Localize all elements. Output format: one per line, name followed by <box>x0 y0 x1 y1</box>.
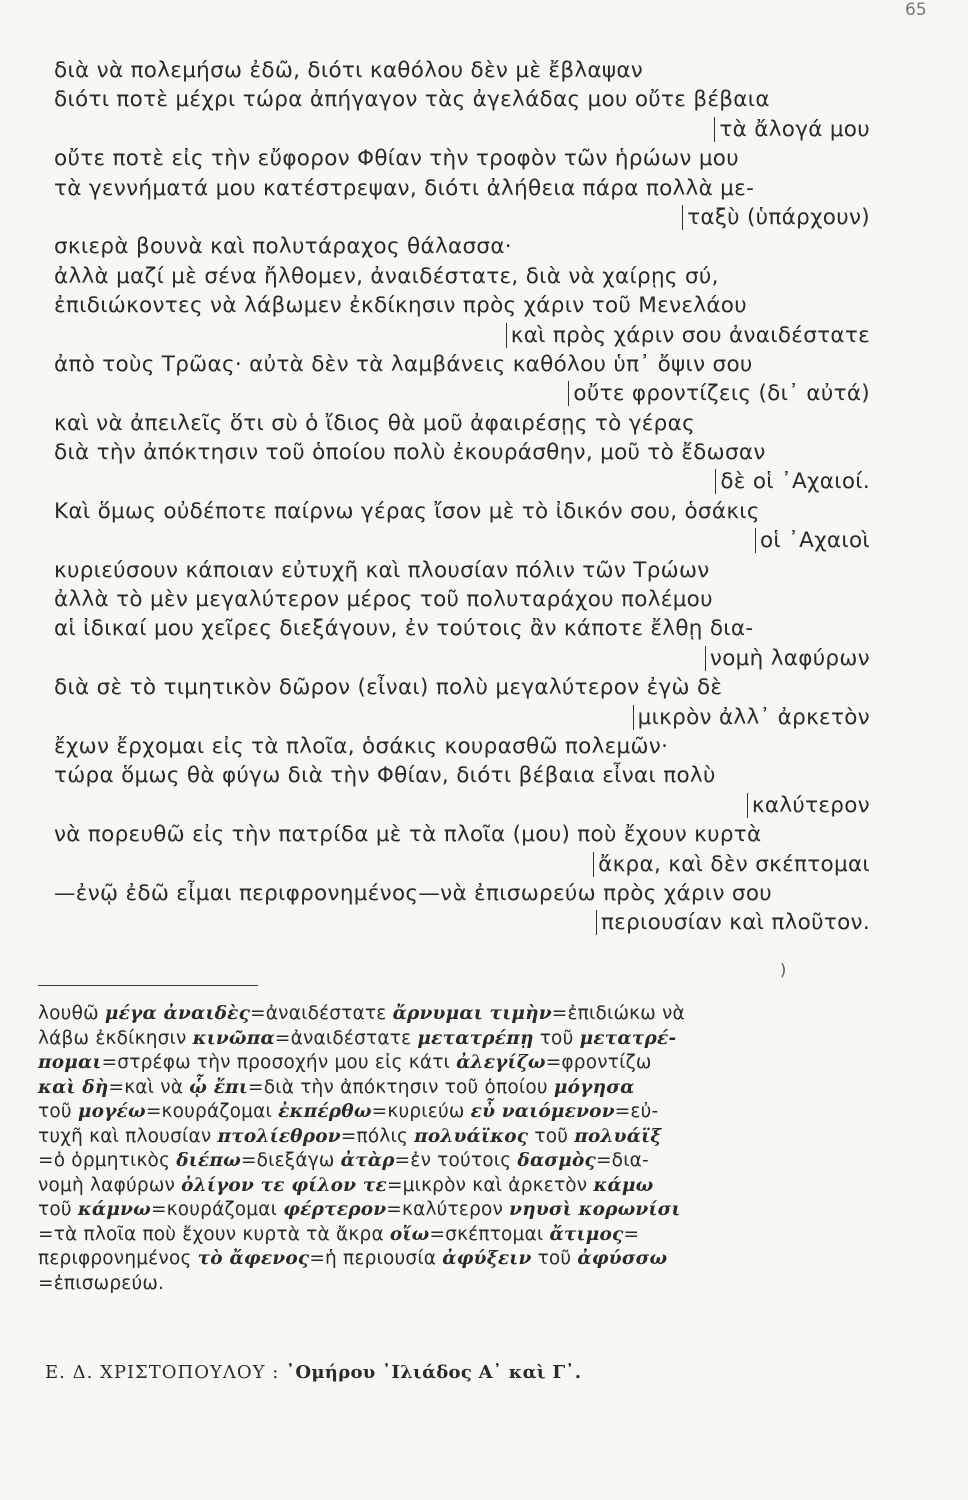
homeric-term: μετατρέ- <box>579 1027 677 1049</box>
verse-text: οὔτε φροντίζεις (δι᾽ αὐτά) <box>568 381 870 406</box>
homeric-term: μογέω <box>77 1101 146 1122</box>
homeric-term: εὖ ναιόμενον <box>470 1101 615 1122</box>
note-gloss: =φροντίζω <box>545 1052 652 1073</box>
note-gloss: τοῦ <box>528 1125 575 1147</box>
note-line <box>38 1125 886 1150</box>
verse-continuation <box>54 791 884 820</box>
homeric-term: διέπω <box>176 1150 241 1171</box>
verse-text: μικρὸν ἀλλ᾽ ἀρκετὸν <box>633 705 870 730</box>
verse-line <box>54 262 884 291</box>
note-gloss: =ἀναιδέστατε <box>274 1027 418 1049</box>
verse-line <box>54 732 884 761</box>
note-line <box>38 1174 886 1199</box>
note-gloss: λουθῶ <box>38 1003 105 1024</box>
note-gloss: =δια- <box>595 1150 649 1171</box>
note-gloss: λάβω ἐκδίκησιν <box>38 1027 193 1049</box>
verse-line <box>54 820 884 849</box>
verse-text: διότι ποτὲ μέχρι τώρα ἀπήγαγον τὰς ἀγελάδας μου οὔτε βέβαια <box>54 87 770 113</box>
note-line <box>38 1272 886 1297</box>
verse-line <box>54 56 884 85</box>
homeric-term: καὶ δὴ <box>38 1076 109 1098</box>
note-line <box>38 1051 886 1076</box>
verse-line <box>54 673 884 702</box>
homeric-term: ἐκπέρθω <box>278 1101 372 1122</box>
verse-text: ἀλλὰ τὸ μὲν μεγαλύτερον μέρος τοῦ πολυταράχου πολέμου <box>54 587 713 613</box>
verse-line <box>54 761 884 790</box>
homeric-term: πολυάϊκος <box>414 1125 529 1147</box>
verse-continuation <box>54 703 884 732</box>
page-number: 65 <box>905 0 927 20</box>
verse-text: ἀπὸ τοὺς Τρῶας· αὐτὰ δὲν τὰ λαμβάνεις καθόλου ὑπ᾽ ὄψιν σου <box>54 351 753 377</box>
note-gloss: τοῦ <box>38 1199 78 1220</box>
verse-line <box>54 291 884 320</box>
homeric-term: μόγησα <box>553 1076 635 1098</box>
translation-text <box>54 56 884 938</box>
homeric-term: μετατρέπῃ <box>417 1027 534 1049</box>
verse-text: νὰ πορευθῶ εἰς τὴν πατρίδα μὲ τὰ πλοῖα (μου) ποὺ ἔχουν κυρτὰ <box>54 822 762 848</box>
verse-continuation <box>54 379 884 408</box>
note-gloss: τοῦ <box>38 1101 78 1122</box>
verse-text: ἄκρα, καὶ δὲν σκέπτομαι <box>593 852 870 877</box>
verse-continuation <box>54 467 884 496</box>
verse-text: σκιερὰ βουνὰ καὶ πολυτάραχος θάλασσα· <box>54 234 512 260</box>
verse-line <box>54 614 884 643</box>
note-gloss: =τὰ πλοῖα ποὺ ἔχουν κυρτὰ τὰ ἄκρα <box>38 1223 390 1245</box>
note-line <box>38 1027 886 1052</box>
verse-line <box>54 232 884 261</box>
homeric-term: ἀλεγίζω <box>456 1052 546 1073</box>
verse-text: οἱ ᾽Αχαιοὶ <box>755 528 870 553</box>
verse-continuation <box>54 203 884 232</box>
verse-text: τώρα ὅμως θὰ φύγω διὰ τὴν Φθίαν, διότι βέβαια εἶναι πολὺ <box>54 763 716 789</box>
note-gloss: =ὁ ὁρμητικὸς <box>38 1150 177 1171</box>
homeric-term: κινῶπα <box>192 1027 275 1049</box>
note-gloss: =καλύτερον <box>386 1199 510 1220</box>
note-gloss: = <box>623 1223 640 1245</box>
homeric-term: ἀτὰρ <box>340 1150 395 1171</box>
note-gloss: νομὴ λαφύρων <box>38 1174 182 1196</box>
note-gloss: =ἐν τούτοις <box>394 1150 518 1171</box>
verse-text: νομὴ λαφύρων <box>705 646 870 671</box>
verse-text: καὶ νὰ ἀπειλεῖς ὅτι σὺ ὁ ἴδιος θὰ μοῦ ἀφαιρέσῃς τὸ γέρας <box>54 410 696 436</box>
verse-line <box>54 85 884 114</box>
verse-text: καλύτερον <box>747 793 870 818</box>
verse-text: δὲ οἱ ᾽Αχαιοί. <box>715 469 870 494</box>
verse-continuation <box>54 115 884 144</box>
note-gloss: =κυριεύω <box>371 1101 471 1122</box>
note-gloss: =μικρὸν καὶ ἀρκετὸν <box>386 1174 594 1196</box>
verse-text: τὰ γεννήματά μου κατέστρεψαν, διότι ἀλήθεια πάρα πολλὰ με- <box>54 175 755 201</box>
attribution-author: Ε. Δ. ΧΡΙΣΤΟΠΟΥΛΟΥ : <box>45 1362 280 1383</box>
homeric-term: πτολίεθρον <box>217 1125 341 1147</box>
stray-mark: ) <box>780 960 787 979</box>
note-gloss: =πόλις <box>340 1125 415 1147</box>
note-gloss: =στρέφω τὴν προσοχήν μου εἰς κάτι <box>101 1052 457 1073</box>
verse-text: ἔχων ἔρχομαι εἰς τὰ πλοῖα, ὁσάκις κουρασθῶ πολεμῶν· <box>54 733 669 759</box>
verse-line <box>54 174 884 203</box>
verse-line <box>54 409 884 438</box>
homeric-term: ἀφύσσω <box>577 1248 668 1269</box>
homeric-term: κάμνω <box>77 1199 151 1220</box>
verse-line <box>54 350 884 379</box>
note-line <box>38 1247 886 1272</box>
verse-text: διὰ τὴν ἀπόκτησιν τοῦ ὁποίου πολὺ ἐκουράσθην, μοῦ τὸ ἔδωσαν <box>54 440 766 466</box>
note-line <box>38 1198 886 1223</box>
homeric-term: ὀλίγον τε φίλον τε <box>181 1174 387 1196</box>
note-gloss: =σκέπτομαι <box>429 1223 550 1245</box>
verse-text: ἀλλὰ μαζί μὲ σένα ἤλθομεν, ἀναιδέστατε, διὰ νὰ χαίρῃς σύ, <box>54 263 719 289</box>
note-gloss: =διεξάγω <box>240 1150 341 1171</box>
verse-continuation <box>54 526 884 555</box>
verse-text: τὰ ἄλογά μου <box>714 117 870 142</box>
attribution-work: ᾽Ομήρου ᾽Ιλιάδος Α᾽ καὶ Γ᾽. <box>286 1362 582 1383</box>
verse-text: διὰ νὰ πολεμήσω ἐδῶ, διότι καθόλου δὲν μὲ ἔβλαψαν <box>54 58 644 83</box>
homeric-term: ἄρνυμαι τιμὴν <box>392 1003 552 1024</box>
note-gloss: =εὐ- <box>614 1101 659 1122</box>
note-gloss: =ἐπιδιώκω νὰ <box>551 1003 685 1024</box>
note-line <box>38 1149 886 1174</box>
note-line <box>38 1223 886 1248</box>
homeric-term: ᾧ ἔπι <box>189 1076 249 1098</box>
homeric-term: τὸ ἄφενος <box>197 1248 310 1269</box>
verse-text: —ἐνῷ ἐδῶ εἶμαι περιφρονημένος—νὰ ἐπισωρεύω πρὸς χάριν σου <box>54 880 773 906</box>
verse-text: διὰ σὲ τὸ τιμητικὸν δῶρον (εἶναι) πολὺ μεγαλύτερον ἐγὼ δὲ <box>54 675 723 701</box>
note-gloss: =κουράζομαι <box>150 1199 284 1220</box>
note-gloss: =διὰ τὴν ἀπόκτησιν τοῦ ὁποίου <box>248 1076 554 1098</box>
homeric-term: μέγα ἀναιδὲς <box>104 1003 251 1024</box>
verse-text: κυριεύσουν κάποιαν εὐτυχῆ καὶ πλουσίαν πόλιν τῶν Τρώων <box>54 557 710 583</box>
note-gloss: =καὶ νὰ <box>108 1076 190 1098</box>
note-line <box>38 1002 886 1027</box>
verse-continuation <box>54 850 884 879</box>
note-gloss: τοῦ <box>531 1248 578 1269</box>
verse-line <box>54 879 884 908</box>
note-gloss: περιφρονημένος <box>38 1248 198 1269</box>
verse-text: καὶ πρὸς χάριν σου ἀναιδέστατε <box>506 323 870 348</box>
verse-continuation <box>54 908 884 937</box>
note-gloss: =ἐπισωρεύω. <box>38 1272 165 1294</box>
homeric-term: φέρτερον <box>283 1199 387 1220</box>
homeric-term: ἀφύξειν <box>442 1248 532 1269</box>
note-line <box>38 1076 886 1101</box>
homeric-term: ἄτιμος <box>549 1223 624 1245</box>
note-gloss: =κουράζομαι <box>145 1101 279 1122</box>
verse-continuation <box>54 321 884 350</box>
attribution <box>45 1362 581 1383</box>
verse-text: οὔτε ποτὲ εἰς τὴν εὔφορον Φθίαν τὴν τροφὸν τῶν ἡρώων μου <box>54 146 739 172</box>
verse-text: Καὶ ὅμως οὐδέποτε παίρνω γέρας ἴσον μὲ τὸ ἰδικόν σου, ὁσάκις <box>54 498 760 524</box>
verse-text: ἐπιδιώκοντες νὰ λάβωμεν ἐκδίκησιν πρὸς χάριν τοῦ Μενελάου <box>54 293 747 319</box>
note-gloss: =ἡ περιουσία <box>309 1248 443 1269</box>
homeric-term: πολυάϊξ <box>574 1125 662 1147</box>
verse-line <box>54 438 884 467</box>
verse-text: περιουσίαν καὶ πλοῦτον. <box>596 910 870 935</box>
verse-text: ταξὺ (ὑπάρχουν) <box>682 205 870 230</box>
note-gloss: =ἀναιδέστατε <box>250 1003 393 1024</box>
homeric-term: νηυσὶ κορωνίσι <box>509 1199 681 1220</box>
verse-line <box>54 585 884 614</box>
verse-text: αἱ ἰδικαί μου χεῖρες διεξάγουν, ἐν τούτοις ἂν κάποτε ἔλθῃ δια- <box>54 616 754 642</box>
verse-line <box>54 497 884 526</box>
note-gloss: τοῦ <box>533 1027 580 1049</box>
homeric-term: δασμὸς <box>517 1150 596 1171</box>
homeric-term: πομαι <box>38 1052 102 1073</box>
verse-line <box>54 144 884 173</box>
homeric-term: κάμω <box>593 1174 654 1196</box>
glossary-notes <box>38 1002 886 1296</box>
note-line <box>38 1100 886 1125</box>
note-gloss: τυχῆ καὶ πλουσίαν <box>38 1125 218 1147</box>
footnote-separator <box>38 985 258 986</box>
verse-line <box>54 556 884 585</box>
verse-continuation <box>54 644 884 673</box>
homeric-term: οἴω <box>389 1223 430 1245</box>
